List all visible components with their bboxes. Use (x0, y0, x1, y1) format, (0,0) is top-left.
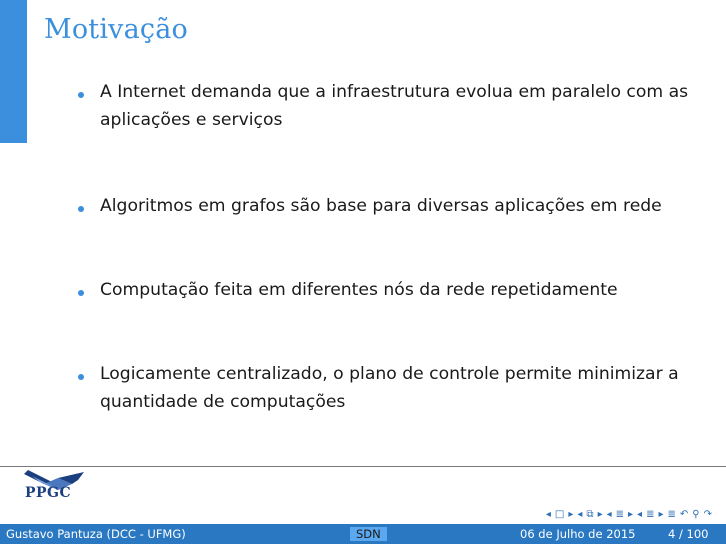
nav-prev-subsection-icon[interactable]: ◂ (577, 509, 583, 520)
nav-next-section-icon[interactable]: ▸ (628, 509, 634, 520)
slide-title: Motivação (44, 14, 189, 45)
nav-next-subsection-icon[interactable]: ▸ (597, 509, 603, 520)
bullet-text: A Internet demanda que a infraestrutura evolua em paralelo com as aplicações e serviços (100, 82, 689, 130)
bullet-text: Logicamente centralizado, o plano de controle permite minimizar a quantidade de computações (100, 364, 679, 412)
footer-bar (0, 524, 726, 544)
bullet-dot-icon (78, 374, 84, 380)
logo-text: PPGC (25, 485, 72, 501)
nav-next-doc-icon[interactable]: ▸ (658, 509, 664, 520)
nav-next-frame-icon[interactable]: ▸ (568, 509, 574, 520)
footer-author: Gustavo Pantuza (DCC - UFMG) (6, 527, 186, 541)
nav-redo-icon[interactable]: ↷ (703, 509, 712, 520)
footer-short-title: SDN (350, 527, 387, 541)
bullet-text: Computação feita em diferentes nós da rede repetidamente (100, 280, 618, 300)
title-accent-bar (0, 0, 27, 143)
nav-prev-section-icon[interactable]: ◂ (606, 509, 612, 520)
footer-page-number: 4 / 100 (668, 527, 709, 541)
nav-subsection-icon[interactable]: ⧉ (586, 509, 594, 520)
nav-undo-icon[interactable]: ↶ (679, 509, 689, 520)
bullet-dot-icon (78, 92, 84, 98)
nav-section-icon[interactable]: ≣ (615, 509, 625, 520)
bullet-dot-icon (78, 290, 84, 296)
bullet-dot-icon (78, 206, 84, 212)
nav-toc-icon[interactable]: ≣ (667, 509, 676, 520)
nav-search-icon[interactable]: ⚲ (692, 509, 700, 520)
beamer-navigation (546, 509, 712, 520)
bullet-text: Algoritmos em grafos são base para diversas aplicações em rede (100, 196, 662, 216)
nav-doc-icon[interactable]: ≣ (646, 509, 655, 520)
nav-frame-icon[interactable]: □ (554, 509, 565, 520)
footer-date: 06 de Julho de 2015 (520, 527, 636, 541)
nav-prev-frame-icon[interactable]: ◂ (545, 509, 551, 520)
nav-prev-doc-icon[interactable]: ◂ (637, 509, 643, 520)
footer-divider (0, 466, 726, 467)
